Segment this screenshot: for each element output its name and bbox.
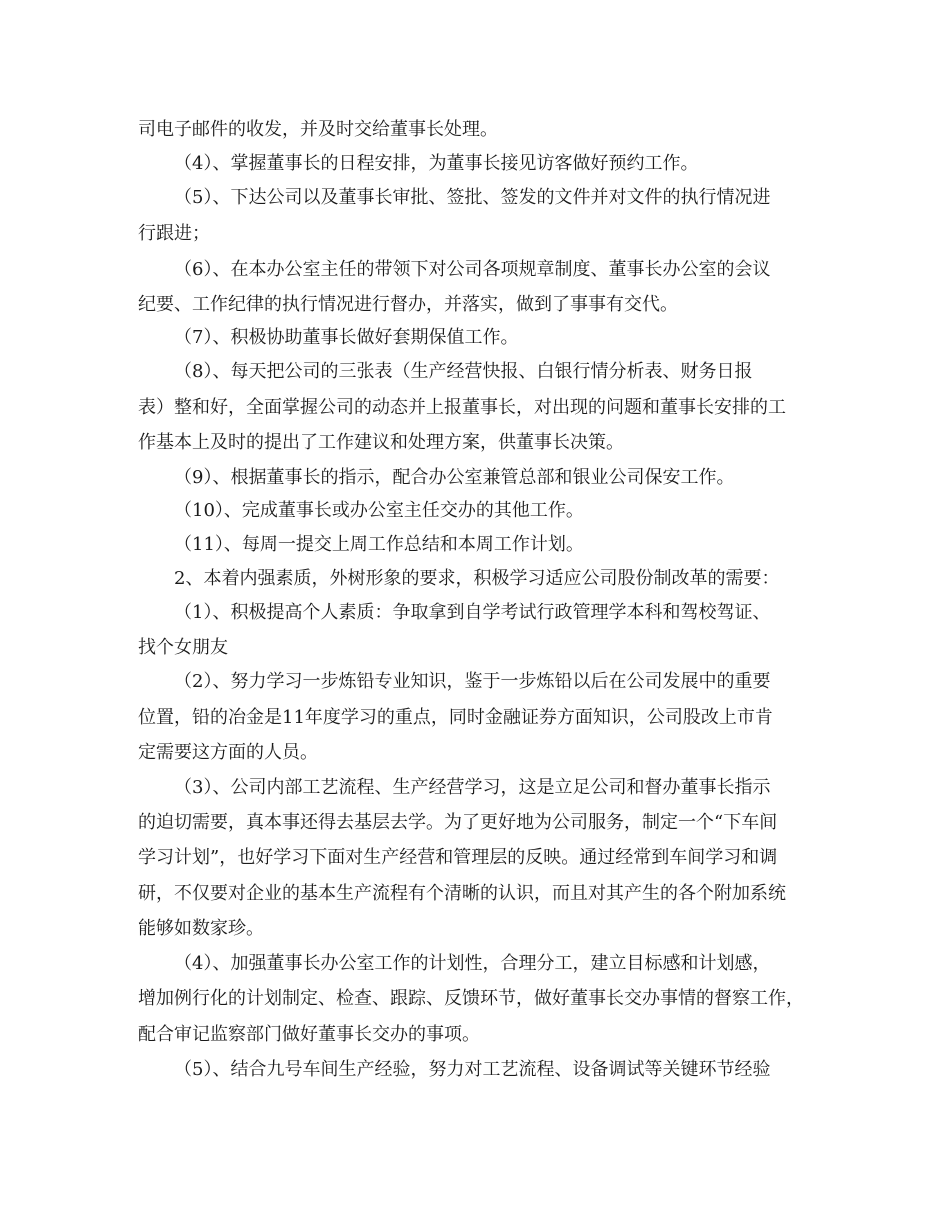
text-line: （4）、掌握董事长的日程安排，为董事长接见访客做好预约工作。 <box>174 153 699 174</box>
text-line: 作基本上及时的提出了工作建议和处理方案，供董事长决策。 <box>138 432 624 453</box>
text-line: （5）、结合九号车间生产经验，努力对工艺流程、设备调试等关键环节经验 <box>174 1059 771 1080</box>
text-line: 定需要这方面的人员。 <box>138 742 318 763</box>
text-line: 配合审记监察部门做好董事长交办的事项。 <box>138 1024 480 1045</box>
text-line: 行跟进； <box>138 223 210 244</box>
text-line: 纪要、工作纪律的执行情况进行督办，并落实，做到了事事有交代。 <box>138 294 678 315</box>
text-line: （7）、积极协助董事长做好套期保值工作。 <box>174 327 519 348</box>
text-line: （9）、根据董事长的指示，配合办公室兼管总部和银业公司保安工作。 <box>174 467 735 488</box>
text-line: （3）、公司内部工艺流程、生产经营学习，这是立足公司和督办董事长指示 <box>174 777 771 798</box>
text-line: （4）、加强董事长办公室工作的计划性，合理分工，建立目标感和计划感， <box>174 953 771 974</box>
section-heading: 2、本着内强素质，外树形象的要求，积极学习适应公司股份制改革的需要： <box>174 568 780 589</box>
text-line: 学习计划”，也好学习下面对生产经营和管理层的反映。通过经常到车间学习和调 <box>138 847 778 868</box>
text-line: 司电子邮件的收发，并及时交给董事长处理。 <box>138 119 498 140</box>
text-line: 位置，铅的冶金是11年度学习的重点，同时金融证券方面知识，公司股改上市肯 <box>138 707 773 728</box>
text-line: （11）、每周一提交上周工作总结和本周工作计划。 <box>174 534 584 555</box>
text-line: 的迫切需要，真本事还得去基层去学。为了更好地为公司服务，制定一个“下车间 <box>138 812 778 833</box>
text-line: （2）、努力学习一步炼铅专业知识，鉴于一步炼铅以后在公司发展中的重要 <box>174 671 771 692</box>
text-line: （6）、在本办公室主任的带领下对公司各项规章制度、董事长办公室的会议 <box>174 259 771 280</box>
text-line: （8）、每天把公司的三张表（生产经营快报、白银行情分析表、财务日报 <box>174 361 753 382</box>
text-line: 增加例行化的计划制定、检查、跟踪、反馈环节，做好董事长交办事情的督察工作， <box>138 988 804 1009</box>
text-line: 找个女朋友 <box>138 637 228 658</box>
text-line: （1）、积极提高个人素质：争取拿到自学考试行政管理学本科和驾校驾证、 <box>174 602 771 623</box>
text-line: 研，不仅要对企业的基本生产流程有个清晰的认识，而且对其产生的各个附加系统 <box>138 883 786 904</box>
text-line: 表）整和好，全面掌握公司的动态并上报董事长，对出现的问题和董事长安排的工 <box>138 397 786 418</box>
text-line: 能够如数家珍。 <box>138 918 264 939</box>
text-line: （5）、下达公司以及董事长审批、签批、签发的文件并对文件的执行情况进 <box>174 187 771 208</box>
text-line: （10）、完成董事长或办公室主任交办的其他工作。 <box>174 500 584 521</box>
